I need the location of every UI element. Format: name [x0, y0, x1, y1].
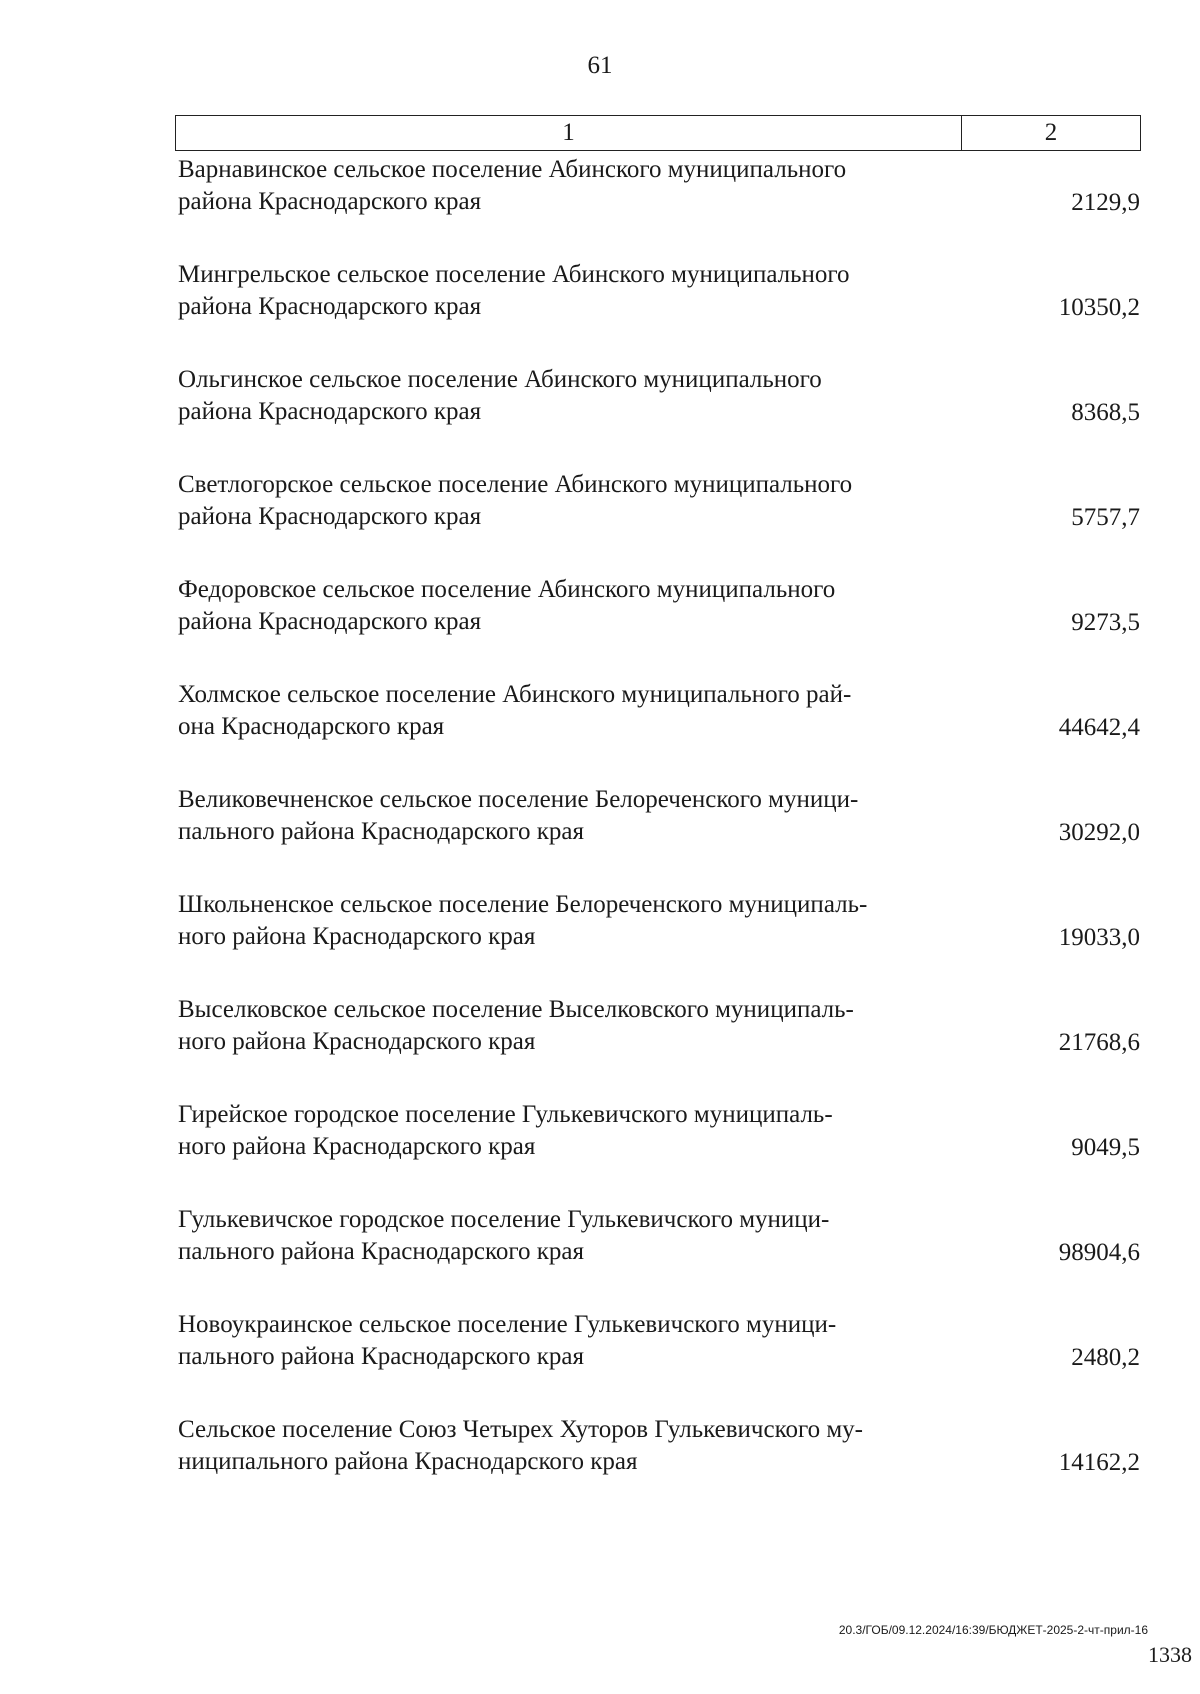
amount-value: 14162,2: [1058, 1449, 1140, 1476]
settlement-name: [178, 469, 968, 533]
settlement-name-line2: пального района Краснодарского края: [178, 818, 584, 845]
settlement-name-line2: ниципального района Краснодарского края: [178, 1448, 638, 1475]
settlement-name: [178, 1414, 968, 1478]
settlement-name-line1: Новоукраинское сельское поселение Гулькевичского муници-: [178, 1311, 837, 1338]
amount-value: 10350,2: [1058, 294, 1140, 321]
amount-value: 9049,5: [1071, 1134, 1140, 1161]
settlement-name: [178, 679, 968, 743]
table-row: [178, 1414, 1140, 1519]
amount-value: 19033,0: [1058, 924, 1140, 951]
settlement-name-line1: Федоровское сельское поселение Абинского муниципального: [178, 576, 836, 603]
settlement-name-line1: Гулькевичское городское поселение Гулькевичского муници-: [178, 1206, 830, 1233]
settlement-name: [178, 364, 968, 428]
table-row: [178, 364, 1140, 469]
amount-value: 2129,9: [1071, 189, 1140, 216]
table-row: [178, 994, 1140, 1099]
table-row: [178, 679, 1140, 784]
settlement-name-line2: района Краснодарского края: [178, 398, 482, 425]
settlement-name-line2: района Краснодарского края: [178, 608, 482, 635]
amount-value: 2480,2: [1071, 1344, 1140, 1371]
settlement-name-line1: Мингрельское сельское поселение Абинского муниципального: [178, 261, 850, 288]
settlement-name-line1: Школьненское сельское поселение Белореченского муниципаль-: [178, 891, 868, 918]
settlement-name-line2: ного района Краснодарского края: [178, 1133, 536, 1160]
amount-value: 9273,5: [1071, 609, 1140, 636]
settlement-name-line2: района Краснодарского края: [178, 293, 482, 320]
settlement-name-line2: ного района Краснодарского края: [178, 923, 536, 950]
settlement-name: [178, 1309, 968, 1373]
amount-value: 21768,6: [1058, 1029, 1140, 1056]
table-row: [178, 889, 1140, 994]
column-2-header: 2: [1044, 119, 1058, 146]
settlement-name: [178, 1099, 968, 1163]
settlement-name-line1: Гирейское городское поселение Гулькевичского муниципаль-: [178, 1101, 833, 1128]
settlement-name: [178, 1204, 968, 1268]
amount-value: 8368,5: [1071, 399, 1140, 426]
settlement-name-line1: Ольгинское сельское поселение Абинского муниципального: [178, 366, 822, 393]
settlement-name: [178, 259, 968, 323]
settlement-name-line2: пального района Краснодарского края: [178, 1238, 584, 1265]
table-row: [178, 1099, 1140, 1204]
document-code: 20.3/ГОБ/09.12.2024/16:39/БЮДЖЕТ-2025-2-чт-прил-16: [838, 1623, 1148, 1637]
table-row: [178, 1204, 1140, 1309]
settlement-name-line1: Светлогорское сельское поселение Абинского муниципального: [178, 471, 853, 498]
settlement-name-line1: Великовечненское сельское поселение Белореченского муници-: [178, 786, 859, 813]
settlement-name-line1: Варнавинское сельское поселение Абинского муниципального: [178, 156, 847, 183]
table-row: [178, 154, 1140, 259]
table-row: [178, 574, 1140, 679]
amount-value: 44642,4: [1058, 714, 1140, 741]
table-column-header: [175, 115, 1141, 151]
settlement-name-line1: Выселковское сельское поселение Выселковского муниципаль-: [178, 996, 854, 1023]
settlement-name: [178, 784, 968, 848]
amount-value: 5757,7: [1071, 504, 1140, 531]
settlement-name-line1: Холмское сельское поселение Абинского муниципального рай-: [178, 681, 852, 708]
settlement-name-line2: пального района Краснодарского края: [178, 1343, 584, 1370]
table-row: [178, 259, 1140, 364]
settlement-name: [178, 889, 968, 953]
settlement-name: [178, 994, 968, 1058]
settlement-name-line2: района Краснодарского края: [178, 503, 482, 530]
settlement-name-line1: Сельское поселение Союз Четырех Хуторов Гулькевичского му-: [178, 1416, 863, 1443]
settlement-name-line2: она Краснодарского края: [178, 713, 445, 740]
table-row: [178, 784, 1140, 889]
settlement-table: [178, 154, 1140, 1519]
settlement-name-line2: ного района Краснодарского края: [178, 1028, 536, 1055]
document-page-number: 1338: [1148, 1642, 1192, 1667]
amount-value: 98904,6: [1058, 1239, 1140, 1266]
column-1-header: 1: [176, 116, 962, 150]
settlement-name: [178, 154, 968, 218]
table-row: [178, 1309, 1140, 1414]
settlement-name-line2: района Краснодарского края: [178, 188, 482, 215]
table-row: [178, 469, 1140, 574]
settlement-name: [178, 574, 968, 638]
page-number: 61: [587, 52, 613, 79]
amount-value: 30292,0: [1058, 819, 1140, 846]
